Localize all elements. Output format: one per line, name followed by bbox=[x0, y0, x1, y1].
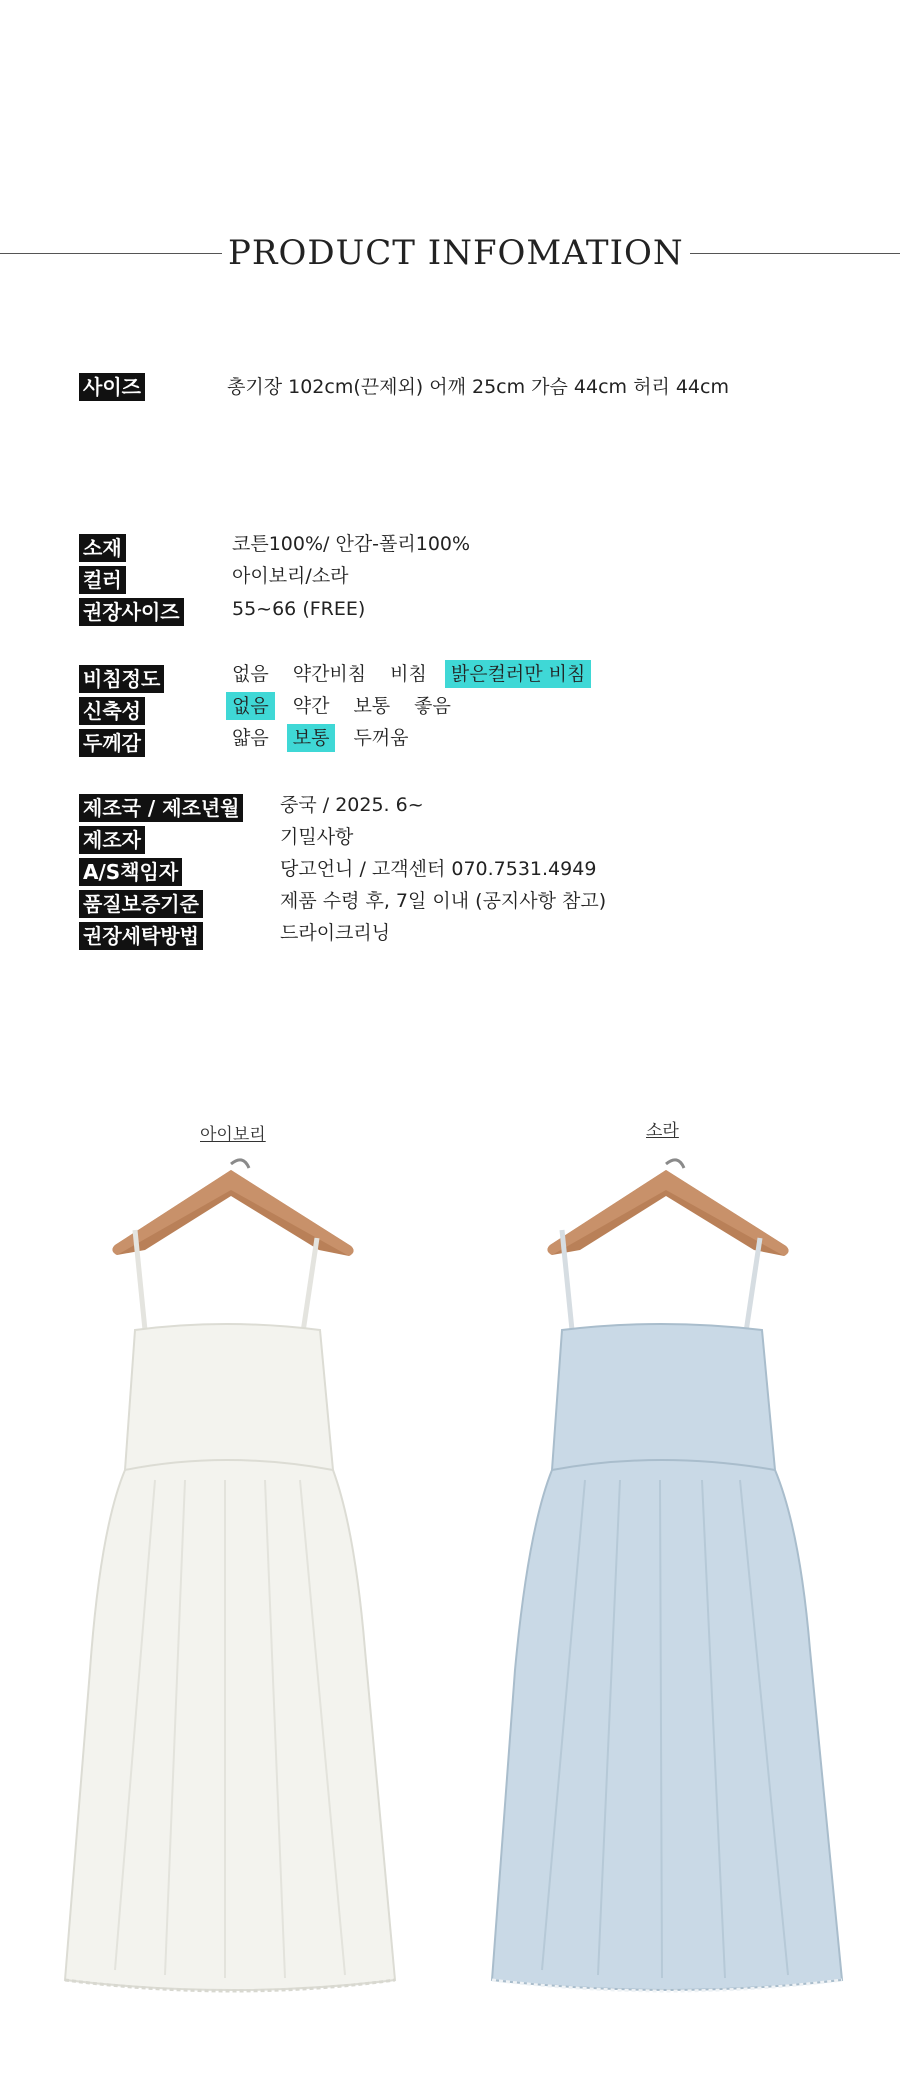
elasticity-option-selected: 없음 bbox=[226, 692, 275, 720]
title-rule-right bbox=[690, 253, 900, 254]
sheerness-option: 약간비침 bbox=[292, 663, 367, 685]
section-title bbox=[0, 230, 900, 276]
title-rule-left bbox=[0, 253, 222, 254]
elasticity-option: 좋음 bbox=[414, 695, 451, 717]
thickness-options bbox=[226, 724, 427, 752]
sheerness-option: 없음 bbox=[232, 663, 269, 685]
origin-label: 제조국 / 제조년월 bbox=[79, 794, 243, 822]
elasticity-label: 신축성 bbox=[79, 697, 145, 725]
as-manager-label: A/S책임자 bbox=[79, 858, 182, 886]
color-label: 컬러 bbox=[79, 566, 126, 594]
hanger-icon bbox=[547, 1160, 788, 1256]
material-row bbox=[79, 534, 126, 562]
ivory-caption: 아이보리 bbox=[200, 1125, 266, 1145]
as-manager-value: 당고언니 / 고객센터 070.7531.4949 bbox=[280, 858, 597, 880]
material-label: 소재 bbox=[79, 534, 126, 562]
size-row bbox=[79, 373, 145, 401]
material-value: 코튼100%/ 안감-폴리100% bbox=[232, 533, 471, 555]
sheerness-label: 비침정도 bbox=[79, 665, 164, 693]
sky-dress-image bbox=[470, 1150, 870, 2030]
thickness-option: 얇음 bbox=[232, 727, 269, 749]
sheerness-options bbox=[226, 660, 603, 688]
color-value: 아이보리/소라 bbox=[232, 565, 349, 587]
elasticity-option: 약간 bbox=[292, 695, 330, 717]
warranty-row bbox=[79, 890, 203, 918]
sheerness-option: 비침 bbox=[390, 663, 427, 685]
care-label: 권장세탁방법 bbox=[79, 922, 203, 950]
size-value: 총기장 102cm(끈제외) 어깨 25cm 가슴 44cm 허리 44cm bbox=[227, 376, 729, 398]
warranty-label: 품질보증기준 bbox=[79, 890, 203, 918]
size-label: 사이즈 bbox=[79, 373, 145, 401]
manufacturer-label: 제조자 bbox=[79, 826, 145, 854]
care-row bbox=[79, 922, 203, 950]
color-row bbox=[79, 566, 126, 594]
sheerness-row bbox=[79, 665, 164, 693]
elasticity-options bbox=[226, 692, 469, 720]
recommended-size-label: 권장사이즈 bbox=[79, 598, 184, 626]
origin-row bbox=[79, 794, 243, 822]
sheerness-option-selected: 밝은컬러만 비침 bbox=[445, 660, 592, 688]
sky-caption: 소라 bbox=[646, 1121, 679, 1141]
as-manager-row bbox=[79, 858, 182, 886]
origin-value: 중국 / 2025. 6~ bbox=[280, 794, 424, 816]
warranty-value: 제품 수령 후, 7일 이내 (공지사항 참고) bbox=[280, 890, 607, 912]
care-value: 드라이크리닝 bbox=[280, 922, 391, 944]
recommended-size-value: 55~66 (FREE) bbox=[232, 598, 366, 620]
thickness-option: 두꺼움 bbox=[353, 727, 409, 749]
recommended-size-row bbox=[79, 598, 184, 626]
elasticity-row bbox=[79, 697, 145, 725]
thickness-label: 두께감 bbox=[79, 729, 145, 757]
manufacturer-value: 기밀사항 bbox=[280, 826, 354, 848]
thickness-option-selected: 보통 bbox=[287, 724, 336, 752]
page-title: PRODUCT INFOMATION bbox=[228, 233, 684, 273]
elasticity-option: 보통 bbox=[353, 695, 391, 717]
thickness-row bbox=[79, 729, 145, 757]
manufacturer-row bbox=[79, 826, 145, 854]
ivory-dress-image bbox=[35, 1150, 435, 2030]
